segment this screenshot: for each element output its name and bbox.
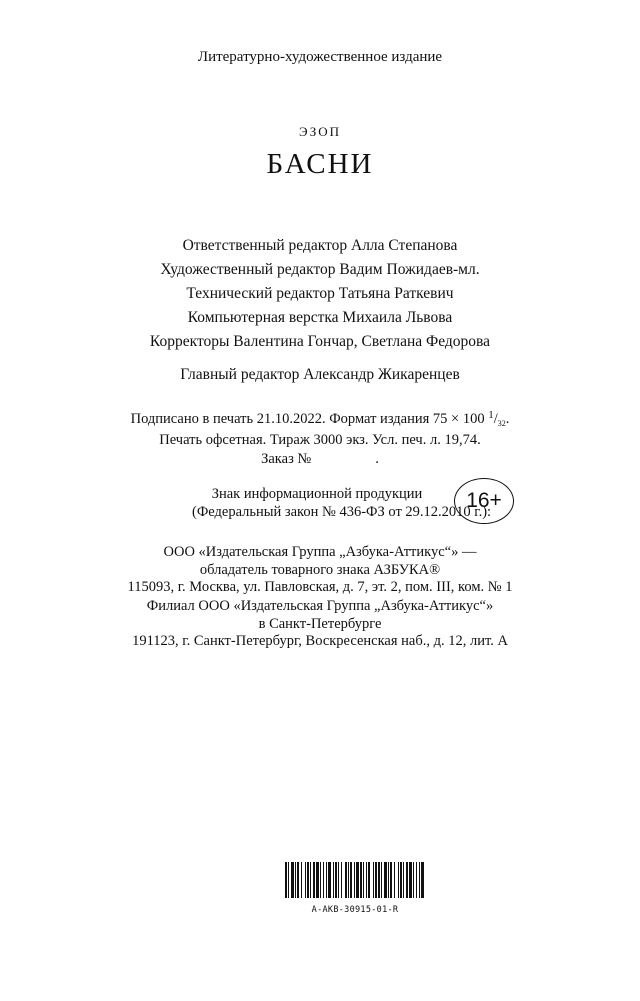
info-sign-line-1: Знак информационной продукции <box>211 486 423 502</box>
chief-editor-line: Главный редактор Александр Жикаренцев <box>180 366 460 383</box>
format-fraction-denominator: 32 <box>497 419 506 428</box>
barcode-caption: A-AKB-30915-01-R <box>311 905 399 915</box>
barcode-bar <box>398 862 399 898</box>
barcode-bar <box>413 862 414 898</box>
barcode-bar <box>419 862 420 898</box>
barcode-bar <box>320 862 321 898</box>
barcode-bar <box>307 862 309 898</box>
barcode-bar <box>323 862 324 898</box>
barcode-bar <box>310 862 311 898</box>
format-suffix: . <box>505 411 510 427</box>
author-name: ЭЗОП <box>298 124 342 139</box>
credit-line: Ответственный редактор Алла Степанова <box>182 237 458 254</box>
barcode-bar <box>375 862 377 898</box>
credit-line: Технический редактор Татьяна Раткевич <box>186 285 454 302</box>
print-info-line-1: Подписано в печать 21.10.2022. Формат издания 75 × 100 $^1/_{32}$. <box>130 409 510 428</box>
barcode-bar <box>348 862 349 898</box>
format-fraction-numerator: 1 <box>488 409 494 421</box>
barcode-bar <box>366 862 367 898</box>
barcode-bar <box>291 862 294 898</box>
barcode-bar <box>356 862 359 898</box>
series-label: Литературно-художественное издание <box>197 49 443 65</box>
barcode-bar <box>400 862 402 898</box>
barcode-bar <box>421 862 424 898</box>
barcode-icon <box>285 862 425 898</box>
barcode-bar <box>406 862 408 898</box>
publisher-block <box>0 544 640 597</box>
barcode-bar <box>301 862 302 898</box>
print-info-line-2: Печать офсетная. Тираж 3000 экз. Усл. печ. л. 19,74. <box>159 431 481 448</box>
barcode-bar <box>390 862 392 898</box>
barcode-bar <box>363 862 364 898</box>
barcode-bar <box>394 862 395 898</box>
barcode-bar <box>328 862 331 898</box>
barcode-bar <box>403 862 404 898</box>
barcode-bar <box>338 862 339 898</box>
credit-line: Корректоры Валентина Гончар, Светлана Федорова <box>149 333 491 350</box>
barcode-bar <box>373 862 374 898</box>
barcode-bar <box>354 862 355 898</box>
barcode-bar <box>381 862 382 898</box>
publisher-line-1: ООО «Издательская Группа „Азбука-Аттикус“» — <box>163 544 477 560</box>
publisher-line-3: 115093, г. Москва, ул. Павловская, д. 7, эт. 2, пом. III, ком. № 1 <box>127 579 513 595</box>
barcode-bar <box>384 862 387 898</box>
branch-line-1: Филиал ООО «Издательская Группа „Азбука-Аттикус“» <box>146 598 494 614</box>
barcode-bar <box>288 862 289 898</box>
info-sign-line-2: (Федеральный закон № 436-ФЗ от 29.12.2010 г.): <box>192 503 492 520</box>
branch-block <box>0 598 640 651</box>
barcode-bar <box>297 862 299 898</box>
book-title: БАСНИ <box>266 148 374 180</box>
age-rating-badge: 16+ <box>454 478 514 524</box>
barcode-bar <box>350 862 352 898</box>
order-line <box>0 450 640 470</box>
order-end: . <box>375 451 379 467</box>
barcode-bar <box>388 862 389 898</box>
print-info-text: Подписано в печать 21.10.2022. Формат издания 75 × 100 <box>130 411 485 427</box>
credit-line: Компьютерная верстка Михаила Львова <box>187 309 453 326</box>
barcode-bar <box>295 862 296 898</box>
barcode-bar <box>368 862 370 898</box>
branch-line-2: в Санкт-Петербурге <box>258 615 382 632</box>
barcode-bar <box>326 862 327 898</box>
barcode-bar <box>305 862 306 898</box>
barcode-bar <box>333 862 334 898</box>
barcode-bar <box>345 862 347 898</box>
barcode-bar <box>285 862 287 898</box>
barcode-bar <box>316 862 319 898</box>
barcode-bar <box>378 862 380 898</box>
barcode-bar <box>416 862 417 898</box>
order-label: Заказ № <box>261 451 312 467</box>
credit-line: Художественный редактор Вадим Пожидаев-мл. <box>160 261 480 278</box>
barcode-bar <box>335 862 337 898</box>
barcode-bar <box>313 862 315 898</box>
print-info-block <box>0 410 640 470</box>
credits-block <box>0 234 640 387</box>
branch-line-3: 191123, г. Санкт-Петербург, Воскресенская наб., д. 12, лит. А <box>132 633 508 649</box>
barcode-graphic <box>285 862 425 898</box>
publisher-line-2: обладатель товарного знака АЗБУКА® <box>199 561 441 578</box>
barcode-bar <box>409 862 412 898</box>
barcode-bar <box>360 862 362 898</box>
barcode-bar <box>341 862 342 898</box>
